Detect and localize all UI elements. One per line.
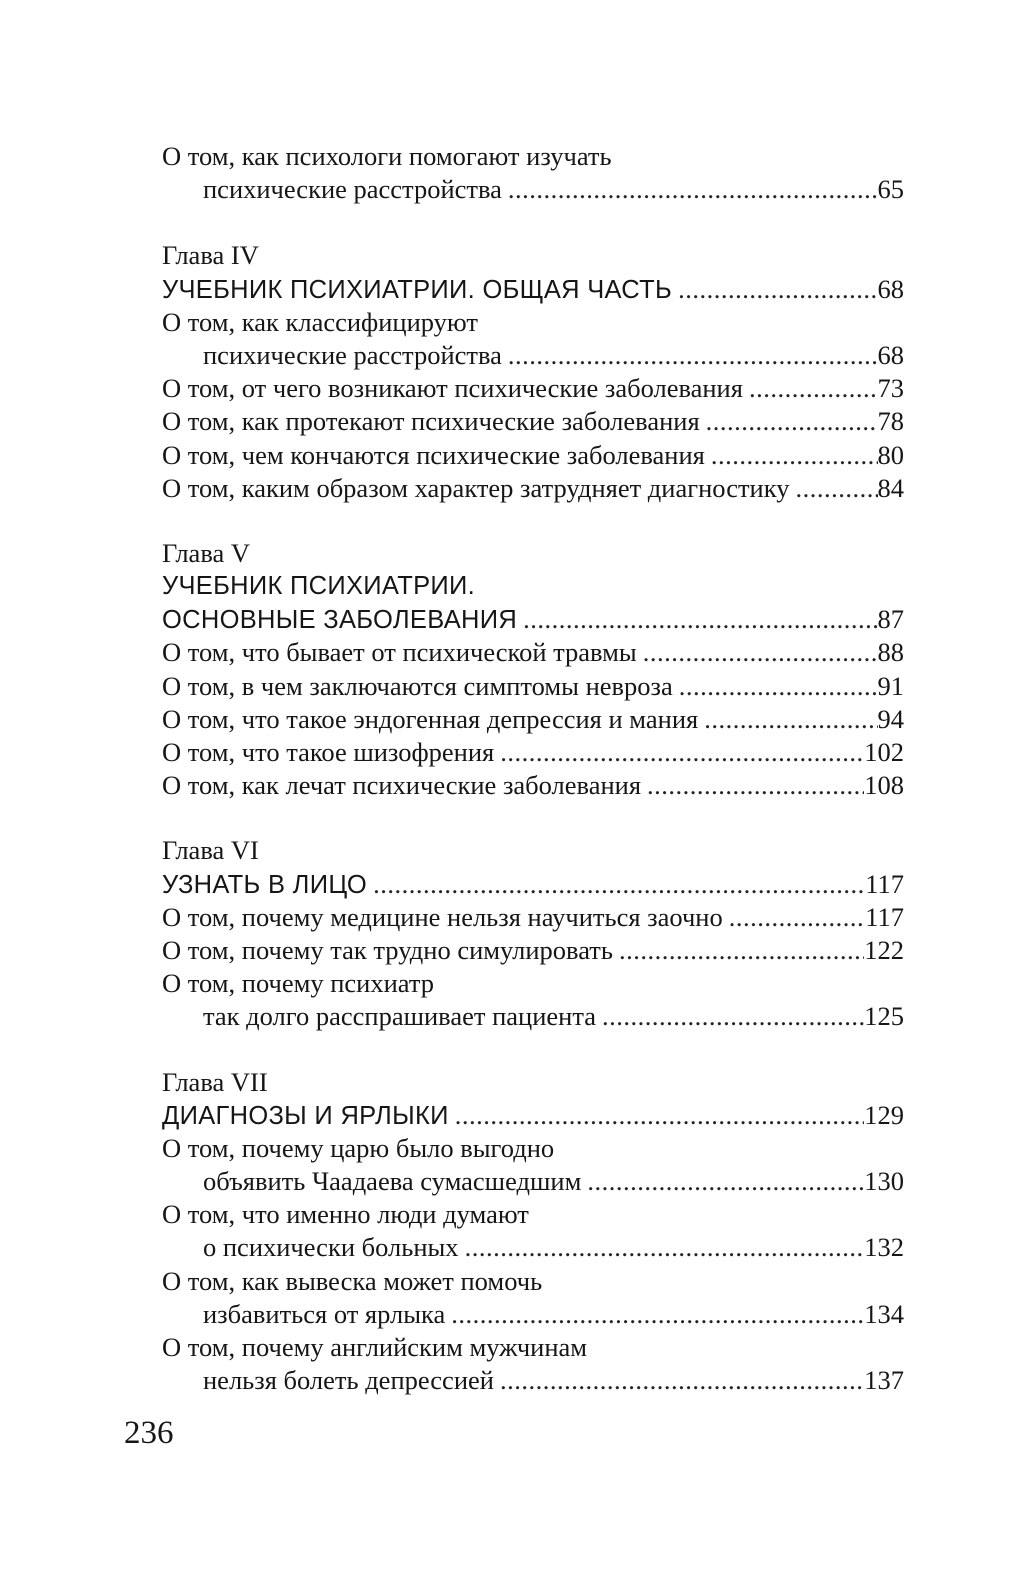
toc-entry-text: О том, как психологи помогают изучать: [162, 141, 612, 171]
dot-leader: [459, 1231, 865, 1264]
toc-entry: [162, 1132, 904, 1198]
toc-entry-line: [162, 1298, 904, 1331]
page-ref: 84: [877, 472, 904, 503]
dot-leader: [743, 372, 878, 405]
dot-leader: [502, 339, 878, 372]
page-ref: 78: [877, 406, 904, 437]
toc-entry-line: [162, 1231, 904, 1264]
toc-section: [162, 1066, 904, 1398]
chapter-title-text: УЧЕБНИК ПСИХИАТРИИ.: [162, 572, 476, 601]
toc-entry: [162, 1265, 904, 1331]
page-ref: 117: [865, 868, 904, 899]
toc-entry-line: [162, 339, 904, 372]
page-ref: 87: [877, 604, 904, 635]
toc-entry-line: [162, 1165, 904, 1198]
page-ref: 68: [877, 273, 904, 304]
chapter-title-text: УЗНАТЬ В ЛИЦО: [162, 870, 368, 899]
chapter-title-line: [162, 1099, 904, 1132]
page-ref: 68: [877, 339, 904, 370]
dot-leader: [596, 1000, 864, 1033]
page-ref: 125: [864, 1001, 904, 1032]
toc-entry-line: [162, 472, 904, 505]
toc-entry-line: [162, 636, 904, 669]
toc-entry-text: О том, что такое эндогенная депрессия и мания: [162, 703, 699, 734]
dot-leader: [673, 670, 878, 703]
page-ref: 91: [877, 670, 904, 701]
toc-entry-text: О том, в чем заключаются симптомы невроза: [162, 670, 673, 701]
toc-entry-text: О том, каким образом характер затрудняет диагностику: [162, 472, 790, 503]
chapter-title: [162, 1099, 904, 1132]
dot-leader: [581, 1165, 864, 1198]
page-ref: 117: [865, 901, 904, 932]
toc-entry: [162, 306, 904, 372]
toc-entry-text: О том, что бывает от психической травмы: [162, 637, 637, 668]
dot-leader: [367, 868, 865, 901]
toc-entry: [162, 670, 904, 703]
toc-entry-text: о психически больных: [203, 1232, 459, 1263]
toc-entry-text: О том, от чего возникают психические заболевания: [162, 373, 743, 404]
toc-entry-line: [162, 1364, 904, 1397]
toc-entry: [162, 636, 904, 669]
dot-leader: [723, 901, 866, 934]
toc-entry-line: [162, 703, 904, 736]
page-ref: 134: [864, 1298, 904, 1329]
toc-entry-text: О том, почему царю было выгодно: [162, 1132, 555, 1163]
toc-entry-line: [162, 372, 904, 405]
toc-entry-line: [162, 934, 904, 967]
toc-entry: [162, 736, 904, 769]
toc-entry-text: нельзя болеть депрессией: [203, 1365, 494, 1396]
toc-entry-text: объявить Чаадаева сумасшедшим: [203, 1166, 582, 1197]
dot-leader: [613, 934, 864, 967]
page-ref: 88: [877, 637, 904, 668]
dot-leader: [641, 769, 864, 802]
toc-entry: [162, 405, 904, 438]
toc-entry-line: [162, 173, 904, 206]
toc-entry: [162, 703, 904, 736]
toc-entry-text: О том, как классифицируют: [162, 306, 478, 337]
toc-entry-text: психические расстройства: [203, 339, 502, 370]
toc-entry-text: психические расстройства: [203, 174, 502, 205]
toc-entry-line: [162, 901, 904, 934]
dot-leader: [705, 439, 878, 472]
toc-entry-line: [162, 769, 904, 802]
chapter-title-text: УЧЕБНИК ПСИХИАТРИИ. ОБЩАЯ ЧАСТЬ: [162, 275, 673, 304]
dot-leader: [502, 173, 878, 206]
dot-leader: [445, 1298, 864, 1331]
table-of-contents: [162, 140, 904, 1429]
chapter-label: Глава V: [162, 537, 251, 568]
toc-section: [162, 239, 904, 505]
chapter-title: [162, 868, 904, 901]
page-ref: 108: [864, 770, 904, 801]
toc-entry: [162, 934, 904, 967]
chapter-title: [162, 273, 904, 306]
dot-leader: [637, 636, 878, 669]
page-ref: 73: [877, 373, 904, 404]
toc-entry: [162, 769, 904, 802]
toc-entry-text: О том, что именно люди думают: [162, 1199, 529, 1230]
page-ref: 65: [877, 174, 904, 205]
toc-entry: [162, 439, 904, 472]
toc-entry: [162, 967, 904, 1033]
toc-entry-text: О том, почему так трудно симулировать: [162, 934, 613, 965]
toc-entry-line: [162, 439, 904, 472]
page-ref: 122: [864, 934, 904, 965]
page-ref: 129: [864, 1099, 904, 1130]
toc-entry-line: [162, 736, 904, 769]
toc-entry-line: [162, 405, 904, 438]
page-ref: 137: [864, 1365, 904, 1396]
chapter-title-line: [162, 603, 904, 636]
toc-entry: [162, 901, 904, 934]
toc-entry-line: [162, 670, 904, 703]
chapter-title-line: [162, 868, 904, 901]
dot-leader: [517, 603, 877, 636]
toc-section: [162, 834, 904, 1033]
toc-section: [162, 537, 904, 803]
page-ref: 102: [864, 737, 904, 767]
toc-entry: [162, 140, 904, 206]
dot-leader: [494, 736, 864, 769]
chapter-title: [162, 570, 904, 636]
dot-leader: [698, 703, 877, 736]
toc-entry: [162, 372, 904, 405]
chapter-title-text: ОСНОВНЫЕ ЗАБОЛЕВАНИЯ: [162, 606, 518, 635]
toc-entry-text: О том, почему медицине нельзя научиться заочно: [162, 901, 723, 932]
toc-section: [162, 140, 904, 206]
toc-entry-line: [162, 1000, 904, 1033]
toc-entry-text: О том, почему английским мужчинам: [162, 1332, 588, 1362]
toc-entry-text: О том, как вывеска может помочь: [162, 1265, 543, 1296]
toc-entry-text: О том, чем кончаются психические заболевания: [162, 439, 705, 470]
toc-entry-text: О том, как лечат психические заболевания: [162, 770, 642, 801]
dot-leader: [449, 1099, 865, 1132]
toc-entry-text: О том, как протекают психические заболевания: [162, 406, 700, 437]
chapter-title-line: [162, 273, 904, 306]
page-ref: 132: [864, 1232, 904, 1263]
page-ref: 94: [877, 703, 904, 734]
toc-entry: [162, 1198, 904, 1264]
toc-entry-text: так долго расспрашивает пациента: [203, 1001, 596, 1032]
toc-entry-text: О том, что такое шизофрения: [162, 737, 495, 767]
page-ref: 80: [877, 439, 904, 470]
page-ref: 130: [864, 1166, 904, 1197]
toc-entry: [162, 1331, 904, 1397]
dot-leader: [494, 1364, 864, 1397]
chapter-label: Глава VII: [162, 1066, 268, 1097]
toc-entry: [162, 472, 904, 505]
chapter-label: Глава IV: [162, 240, 259, 271]
toc-entry-text: избавиться от ярлыка: [203, 1298, 446, 1329]
page-number: 236: [124, 1415, 174, 1451]
toc-entry-text: О том, почему психиатр: [162, 968, 435, 999]
dot-leader: [700, 405, 878, 438]
dot-leader: [672, 273, 877, 306]
chapter-label: Глава VI: [162, 835, 259, 866]
dot-leader: [789, 472, 877, 505]
chapter-title-text: ДИАГНОЗЫ И ЯРЛЫКИ: [162, 1101, 449, 1130]
